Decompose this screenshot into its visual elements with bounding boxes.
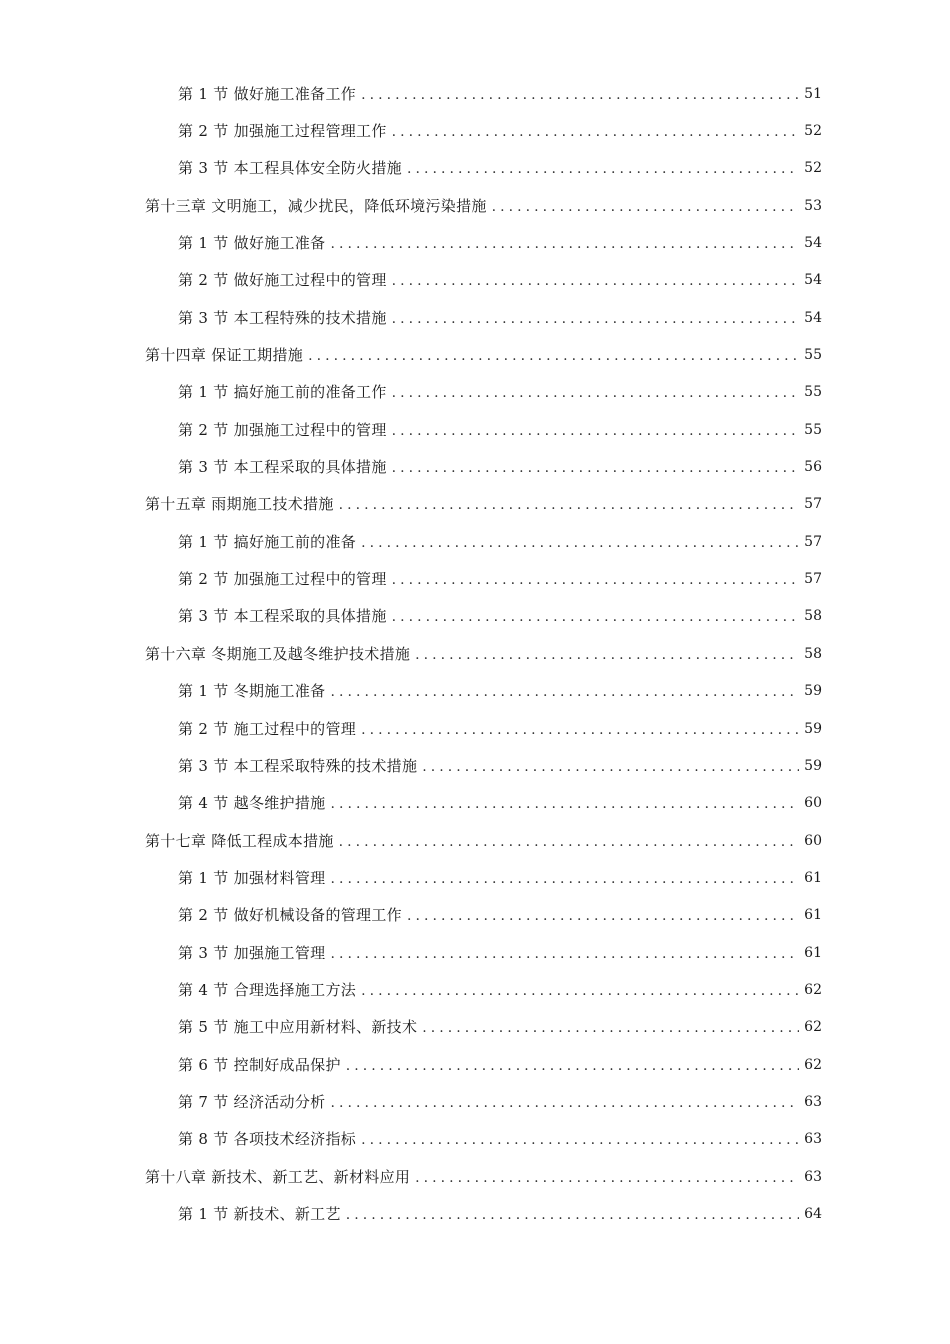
toc-entry-title: 第 4 节 越冬维护措施 <box>178 794 326 813</box>
toc-entry-page-number: 54 <box>804 235 822 252</box>
toc-entry-page-number: 52 <box>804 160 822 177</box>
toc-entry-title: 第 3 节 本工程采取的具体措施 <box>178 458 387 477</box>
toc-entry-title: 第 1 节 新技术、新工艺 <box>178 1204 341 1223</box>
toc-entry-page-number: 60 <box>804 795 822 812</box>
toc-entry-page-number: 59 <box>804 720 822 737</box>
toc-dot-leader <box>346 1057 799 1075</box>
toc-section-entry[interactable] <box>0 1009 950 1046</box>
toc-entry-title: 第 3 节 本工程特殊的技术措施 <box>178 308 387 327</box>
toc-entry-page-number: 57 <box>804 533 822 550</box>
toc-entry-title: 第 3 节 加强施工管理 <box>178 943 326 962</box>
toc-entry-page-number: 58 <box>804 645 822 662</box>
toc-entry-title: 第 3 节 本工程具体安全防火措施 <box>178 159 402 178</box>
toc-entry-page-number: 61 <box>804 907 822 924</box>
toc-dot-leader <box>308 347 799 365</box>
toc-dot-leader <box>392 310 800 328</box>
toc-section-entry[interactable] <box>0 560 950 597</box>
toc-entry-title: 第 2 节 加强施工过程中的管理 <box>178 570 387 589</box>
toc-entry-title: 第 1 节 做好施工准备工作 <box>178 84 357 103</box>
table-of-contents <box>0 75 950 1233</box>
toc-dot-leader <box>422 758 799 776</box>
toc-dot-leader <box>330 945 799 963</box>
toc-chapter-entry[interactable] <box>0 187 950 224</box>
toc-entry-page-number: 57 <box>804 496 822 513</box>
toc-entry-title: 第 1 节 搞好施工前的准备 <box>178 532 357 551</box>
toc-entry-title: 第 3 节 本工程采取的具体措施 <box>178 607 387 626</box>
toc-section-entry[interactable] <box>0 859 950 896</box>
toc-entry-page-number: 54 <box>804 309 822 326</box>
toc-entry-page-number: 56 <box>804 459 822 476</box>
toc-section-entry[interactable] <box>0 224 950 261</box>
toc-section-entry[interactable] <box>0 75 950 112</box>
toc-section-entry[interactable] <box>0 150 950 187</box>
toc-entry-page-number: 59 <box>804 757 822 774</box>
toc-chapter-entry[interactable] <box>0 1158 950 1195</box>
toc-entry-title: 第 6 节 控制好成品保护 <box>178 1055 341 1074</box>
toc-entry-title: 第 1 节 加强材料管理 <box>178 868 326 887</box>
toc-dot-leader <box>361 982 799 1000</box>
toc-entry-page-number: 63 <box>804 1168 822 1185</box>
toc-section-entry[interactable] <box>0 971 950 1008</box>
toc-dot-leader <box>361 86 799 104</box>
toc-entry-page-number: 57 <box>804 571 822 588</box>
toc-entry-title: 第 2 节 加强施工过程中的管理 <box>178 420 387 439</box>
toc-entry-title: 第十四章 保证工期措施 <box>145 346 304 365</box>
toc-dot-leader <box>330 1094 799 1112</box>
toc-dot-leader <box>415 1169 799 1187</box>
toc-entry-title: 第 1 节 冬期施工准备 <box>178 682 326 701</box>
toc-dot-leader <box>392 422 800 440</box>
toc-section-entry[interactable] <box>0 1195 950 1232</box>
toc-entry-page-number: 63 <box>804 1131 822 1148</box>
toc-entry-page-number: 62 <box>804 981 822 998</box>
toc-section-entry[interactable] <box>0 598 950 635</box>
toc-chapter-entry[interactable] <box>0 486 950 523</box>
toc-entry-page-number: 61 <box>804 869 822 886</box>
toc-entry-page-number: 51 <box>804 85 822 102</box>
toc-dot-leader <box>492 198 800 216</box>
toc-dot-leader <box>392 272 800 290</box>
toc-entry-title: 第十六章 冬期施工及越冬维护技术措施 <box>145 644 411 663</box>
toc-entry-page-number: 63 <box>804 1093 822 1110</box>
toc-entry-title: 第十八章 新技术、新工艺、新材料应用 <box>145 1167 411 1186</box>
toc-entry-title: 第 8 节 各项技术经济指标 <box>178 1130 357 1149</box>
toc-entry-page-number: 52 <box>804 123 822 140</box>
toc-section-entry[interactable] <box>0 673 950 710</box>
toc-section-entry[interactable] <box>0 747 950 784</box>
toc-dot-leader <box>392 123 800 141</box>
toc-entry-page-number: 55 <box>804 421 822 438</box>
toc-section-entry[interactable] <box>0 897 950 934</box>
toc-dot-leader <box>339 496 800 514</box>
toc-entry-title: 第 2 节 加强施工过程管理工作 <box>178 122 387 141</box>
toc-dot-leader <box>339 833 800 851</box>
toc-section-entry[interactable] <box>0 1046 950 1083</box>
toc-dot-leader <box>346 1206 799 1224</box>
toc-entry-title: 第 4 节 合理选择施工方法 <box>178 980 357 999</box>
toc-entry-page-number: 64 <box>804 1205 822 1222</box>
toc-entry-page-number: 62 <box>804 1056 822 1073</box>
toc-section-entry[interactable] <box>0 411 950 448</box>
toc-dot-leader <box>407 160 799 178</box>
toc-section-entry[interactable] <box>0 1083 950 1120</box>
toc-entry-page-number: 61 <box>804 944 822 961</box>
toc-dot-leader <box>361 534 799 552</box>
toc-section-entry[interactable] <box>0 710 950 747</box>
toc-entry-title: 第 2 节 施工过程中的管理 <box>178 719 357 738</box>
toc-section-entry[interactable] <box>0 112 950 149</box>
toc-dot-leader <box>407 907 799 925</box>
toc-section-entry[interactable] <box>0 374 950 411</box>
toc-chapter-entry[interactable] <box>0 635 950 672</box>
toc-entry-page-number: 60 <box>804 832 822 849</box>
toc-section-entry[interactable] <box>0 523 950 560</box>
toc-dot-leader <box>330 795 799 813</box>
toc-dot-leader <box>422 1019 799 1037</box>
toc-entry-page-number: 54 <box>804 272 822 289</box>
toc-dot-leader <box>361 721 799 739</box>
toc-chapter-entry[interactable] <box>0 822 950 859</box>
toc-dot-leader <box>330 683 799 701</box>
toc-entry-page-number: 53 <box>804 197 822 214</box>
toc-dot-leader <box>392 459 800 477</box>
toc-entry-title: 第 5 节 施工中应用新材料、新技术 <box>178 1018 418 1037</box>
toc-dot-leader <box>392 608 800 626</box>
toc-chapter-entry[interactable] <box>0 336 950 373</box>
toc-dot-leader <box>392 571 800 589</box>
toc-entry-page-number: 55 <box>804 347 822 364</box>
toc-entry-page-number: 55 <box>804 384 822 401</box>
toc-entry-title: 第 2 节 做好施工过程中的管理 <box>178 271 387 290</box>
toc-section-entry[interactable] <box>0 934 950 971</box>
toc-entry-title: 第十七章 降低工程成本措施 <box>145 831 334 850</box>
toc-entry-title: 第 1 节 搞好施工前的准备工作 <box>178 383 387 402</box>
toc-entry-title: 第 1 节 做好施工准备 <box>178 234 326 253</box>
toc-entry-page-number: 58 <box>804 608 822 625</box>
toc-dot-leader <box>330 870 799 888</box>
toc-entry-title: 第 2 节 做好机械设备的管理工作 <box>178 906 402 925</box>
toc-entry-title: 第十三章 文明施工，减少扰民，降低环境污染措施 <box>145 196 487 215</box>
toc-section-entry[interactable] <box>0 299 950 336</box>
toc-dot-leader <box>361 1131 799 1149</box>
toc-dot-leader <box>330 235 799 253</box>
toc-section-entry[interactable] <box>0 448 950 485</box>
toc-section-entry[interactable] <box>0 1121 950 1158</box>
toc-dot-leader <box>415 646 799 664</box>
toc-entry-title: 第 3 节 本工程采取特殊的技术措施 <box>178 756 418 775</box>
toc-entry-page-number: 62 <box>804 1019 822 1036</box>
toc-section-entry[interactable] <box>0 785 950 822</box>
toc-entry-title: 第 7 节 经济活动分析 <box>178 1092 326 1111</box>
toc-entry-title: 第十五章 雨期施工技术措施 <box>145 495 334 514</box>
toc-section-entry[interactable] <box>0 262 950 299</box>
toc-dot-leader <box>392 384 800 402</box>
toc-entry-page-number: 59 <box>804 683 822 700</box>
